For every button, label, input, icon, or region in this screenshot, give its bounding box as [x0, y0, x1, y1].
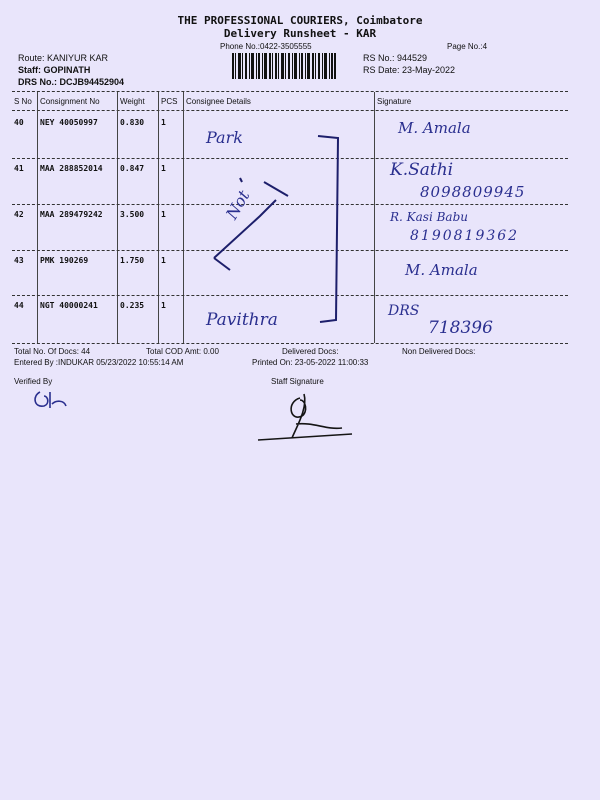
row-signature: K.Sathi	[390, 160, 454, 180]
row-signature-phone: 8098809945	[420, 183, 526, 201]
row-sno: 44	[14, 301, 24, 310]
printed-on: Printed On: 23-05-2022 11:00:33	[252, 358, 369, 367]
runsheet-title: Delivery Runsheet - KAR	[223, 27, 377, 40]
phone-number: Phone No.:0422-3505555	[220, 42, 312, 51]
handwritten-note: Not	[222, 186, 254, 223]
row-consignee: Pavithra	[206, 310, 278, 330]
col-divider	[158, 92, 159, 343]
row-consignment: MAA 288852014	[40, 164, 103, 173]
row-signature-extra: 718396	[428, 318, 493, 338]
col-divider	[117, 92, 118, 343]
verified-by-label: Verified By	[14, 377, 53, 386]
row-sno: 42	[14, 210, 24, 219]
row-sno: 43	[14, 256, 24, 265]
row-pcs: 1	[161, 210, 166, 219]
rs-date: RS Date: 23-May-2022	[363, 65, 456, 75]
drs-number: DRS No.: DCJB94452904	[18, 77, 125, 87]
row-weight: 0.830	[120, 118, 145, 127]
row-rule	[12, 343, 568, 344]
total-cod: Total COD Amt: 0.00	[146, 347, 219, 356]
row-signature: R. Kasi Babu	[390, 210, 468, 224]
row-pcs: 1	[161, 118, 166, 127]
col-consignee: Consignee Details	[186, 97, 251, 106]
staff-label: Staff: GOPINATH	[18, 65, 91, 75]
col-sno: S No	[14, 97, 32, 106]
non-delivered-docs: Non Delivered Docs:	[402, 347, 476, 356]
header-bottom-rule	[12, 110, 568, 111]
row-sno: 41	[14, 164, 24, 173]
row-consignment: PMK 190269	[40, 256, 89, 265]
row-consignment: NGT 40000241	[40, 301, 98, 310]
row-signature: M. Amala	[398, 119, 471, 137]
col-divider	[374, 92, 375, 343]
header-top-rule	[12, 91, 568, 92]
row-weight: 0.847	[120, 164, 145, 173]
col-pcs: PCS	[161, 97, 178, 106]
row-consignment: MAA 289479242	[40, 210, 103, 219]
company-name: THE PROFESSIONAL COURIERS, Coimbatore	[177, 14, 423, 27]
handwritten-bracket	[200, 130, 350, 330]
col-consignment: Consignment No	[40, 97, 100, 106]
row-weight: 3.500	[120, 210, 145, 219]
entered-by: Entered By :INDUKAR 05/23/2022 10:55:14 AM	[14, 358, 184, 367]
row-consignee: Park	[206, 128, 243, 147]
row-sno: 40	[14, 118, 24, 127]
row-pcs: 1	[161, 256, 166, 265]
row-consignment: NEY 40050997	[40, 118, 98, 127]
row-weight: 0.235	[120, 301, 145, 310]
row-signature: DRS	[388, 303, 420, 319]
col-divider	[37, 92, 38, 343]
verifier-signature	[30, 388, 70, 412]
row-weight: 1.750	[120, 256, 145, 265]
col-signature: Signature	[377, 97, 412, 106]
col-divider	[183, 92, 184, 343]
col-weight: Weight	[120, 97, 145, 106]
row-signature-phone: 8190819362	[410, 228, 520, 244]
route-label: Route: KANIYUR KAR	[18, 53, 109, 63]
row-signature: M. Amala	[405, 261, 478, 279]
staff-signature	[256, 388, 356, 444]
rs-number: RS No.: 944529	[363, 53, 428, 63]
staff-signature-label: Staff Signature	[271, 377, 324, 386]
row-pcs: 1	[161, 164, 166, 173]
row-pcs: 1	[161, 301, 166, 310]
barcode	[232, 53, 336, 79]
total-docs: Total No. Of Docs: 44	[14, 347, 91, 356]
page-number: Page No.:4	[447, 42, 488, 51]
delivered-docs: Delivered Docs:	[282, 347, 339, 356]
